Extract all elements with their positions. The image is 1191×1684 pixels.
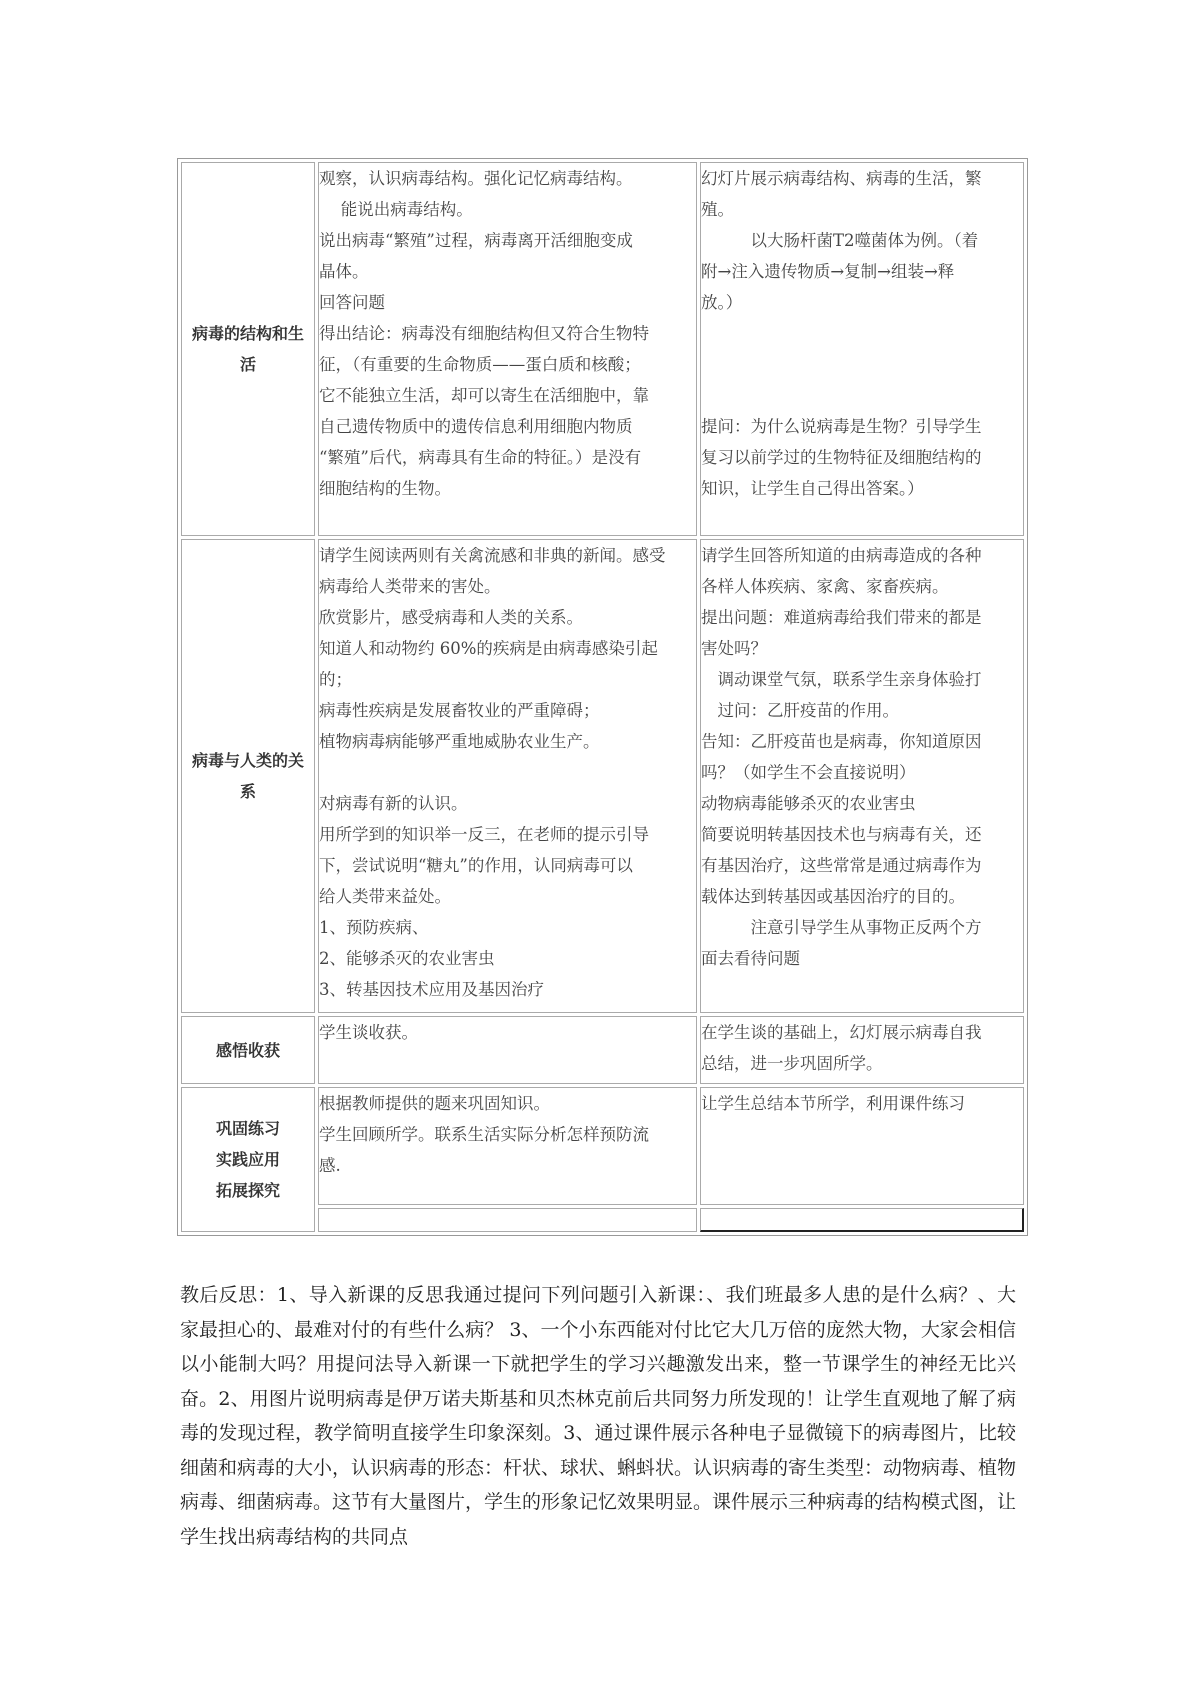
- text-line: 告知：乙肝疫苗也是病毒，你知道原因: [701, 732, 982, 751]
- text-line: 注意引导学生从事物正反两个方: [701, 918, 982, 937]
- text-line: 的；: [319, 670, 352, 689]
- text-line: 害处吗？: [701, 639, 767, 658]
- blank-line: [701, 349, 1023, 380]
- blank-line: [701, 380, 1023, 411]
- text-line: 病毒给人类带来的害处。: [319, 577, 501, 596]
- text-line: 学生回顾所学。联系生活实际分析怎样预防流: [319, 1125, 649, 1144]
- text-line: 复习以前学过的生物特征及细胞结构的: [701, 448, 982, 467]
- student-activity-cell: [318, 539, 697, 1013]
- text-line: 请学生阅读两则有关禽流感和非典的新闻。感受: [319, 546, 666, 565]
- text-line: 晶体。: [319, 262, 369, 281]
- text-line: 有基因治疗，这些常常是通过病毒作为: [701, 856, 982, 875]
- row-label: [181, 1016, 315, 1084]
- row-label-line: 病毒的结构和生: [191, 324, 304, 343]
- row-label-line: 系: [239, 782, 256, 801]
- text-line: 自己遗传物质中的遗传信息利用细胞内物质: [319, 417, 633, 436]
- student-activity-cell: [318, 162, 697, 536]
- text-line: 感.: [319, 1156, 341, 1175]
- text-line: 过问：乙肝疫苗的作用。: [701, 701, 899, 720]
- text-line: 附→注入遗传物质→复制→组装→释: [701, 262, 955, 281]
- text-line: 载体达到转基因或基因治疗的目的。: [701, 887, 965, 906]
- row-label-line: 实践应用: [215, 1150, 280, 1169]
- row-label-line: 病毒与人类的关: [191, 751, 304, 770]
- text-line: 用所学到的知识举一反三，在老师的提示引导: [319, 825, 649, 844]
- text-line: 说出病毒“繁殖”过程，病毒离开活细胞变成: [319, 231, 633, 250]
- text-line: 下，尝试说明“糖丸”的作用，认同病毒可以: [319, 856, 633, 875]
- text-line: 在学生谈的基础上，幻灯展示病毒自我: [701, 1023, 982, 1042]
- teaching-reflection: 教后反思：1、导入新课的反思我通过提问下列问题引入新课：、我们班最多人患的是什么病？、大家最担心的、最难对付的有些什么病？ 3、一个小东西能对付比它大几万倍的庞然大物，大家会相信以小能制大吗？用提问法导入新课一下就把学生的学习兴趣激发出来，整一节课学生的神经无比兴奋。2、用图片说明病毒是伊万诺夫斯基和贝杰林克前后共同努力所发现的！让学生直观地了解了病毒的发现过程，教学简明直接学生印象深刻。3、通过课件展示各种电子显微镜下的病毒图片，比较细菌和病毒的大小，认识病毒的形态：杆状、球状、蝌蚪状。认识病毒的寄生类型：动物病毒、植物病毒、细菌病毒。这节有大量图片，学生的形象记忆效果明显。课件展示三种病毒的结构模式图，让学生找出病毒结构的共同点: [180, 1284, 1017, 1548]
- text-line: 1、预防疾病、: [319, 918, 429, 937]
- row-label: [181, 539, 315, 1013]
- text-line: 殖。: [701, 200, 734, 219]
- blank-line: [319, 757, 696, 788]
- text-line: 知道人和动物约 60%的疾病是由病毒感染引起: [319, 639, 658, 658]
- table-row: [181, 1087, 1024, 1205]
- text-line: 能说出病毒结构。: [319, 200, 473, 219]
- text-line: 观察，认识病毒结构。强化记忆病毒结构。: [319, 169, 633, 188]
- text-line: 2、能够杀灭的农业害虫: [319, 949, 495, 968]
- text-line: 知识，让学生自己得出答案。）: [701, 479, 924, 498]
- text-line: 幻灯片展示病毒结构、病毒的生活，繁: [701, 169, 982, 188]
- text-line: 提问：为什么说病毒是生物？引导学生: [701, 417, 982, 436]
- teacher-activity-cell: [700, 1087, 1024, 1205]
- text-line: 调动课堂气氛，联系学生亲身体验打: [701, 670, 982, 689]
- text-line: 总结，进一步巩固所学。: [701, 1054, 883, 1073]
- text-line: 请学生回答所知道的由病毒造成的各种: [701, 546, 982, 565]
- table-row: [181, 539, 1024, 1013]
- student-activity-cell: [318, 1087, 697, 1205]
- text-line: 回答问题: [319, 293, 385, 312]
- text-line: 3、转基因技术应用及基因治疗: [319, 980, 544, 999]
- text-line: 征，（有重要的生命物质——蛋白质和核酸；: [319, 355, 641, 374]
- empty-cell: [700, 1208, 1024, 1232]
- row-label-line: 巩固练习: [215, 1119, 280, 1138]
- lesson-plan-table: [177, 158, 1028, 1236]
- text-line: 动物病毒能够杀灭的农业害虫: [701, 794, 916, 813]
- text-line: 提出问题：难道病毒给我们带来的都是: [701, 608, 982, 627]
- blank-line: [701, 318, 1023, 349]
- text-line: 放。）: [701, 293, 743, 312]
- row-label: [181, 162, 315, 536]
- text-line: 植物病毒病能够严重地威胁农业生产。: [319, 732, 600, 751]
- text-line: 对病毒有新的认识。: [319, 794, 468, 813]
- text-line: 简要说明转基因技术也与病毒有关，还: [701, 825, 982, 844]
- student-activity-cell: [318, 1016, 697, 1084]
- row-label-line: 活: [239, 355, 256, 374]
- text-line: 细胞结构的生物。: [319, 479, 451, 498]
- text-line: 病毒性疾病是发展畜牧业的严重障碍；: [319, 701, 600, 720]
- text-line: 各样人体疾病、家禽、家畜疾病。: [701, 577, 949, 596]
- row-label-line: 拓展探究: [215, 1181, 280, 1200]
- text-line: 它不能独立生活，却可以寄生在活细胞中，靠: [319, 386, 649, 405]
- table-row: [181, 162, 1024, 536]
- text-line: 欣赏影片，感受病毒和人类的关系。: [319, 608, 583, 627]
- text-line: 让学生总结本节所学，利用课件练习: [701, 1094, 965, 1113]
- text-line: 以大肠杆菌T2噬菌体为例。（着: [701, 231, 979, 250]
- text-line: 学生谈收获。: [319, 1023, 418, 1042]
- text-line: 根据教师提供的题来巩固知识。: [319, 1094, 550, 1113]
- teacher-activity-cell: [700, 1016, 1024, 1084]
- row-label: [181, 1087, 315, 1232]
- text-line: 给人类带来益处。: [319, 887, 451, 906]
- text-line: 面去看待问题: [701, 949, 800, 968]
- table-row: [181, 1016, 1024, 1084]
- text-line: “繁殖”后代，病毒具有生命的特征。）是没有: [319, 448, 642, 467]
- empty-cell: [318, 1208, 697, 1232]
- text-line: 吗？（如学生不会直接说明）: [701, 763, 916, 782]
- teacher-activity-cell: [700, 539, 1024, 1013]
- row-label-line: 感悟收获: [215, 1040, 280, 1060]
- text-line: 得出结论：病毒没有细胞结构但又符合生物特: [319, 324, 649, 343]
- teacher-activity-cell: [700, 162, 1024, 536]
